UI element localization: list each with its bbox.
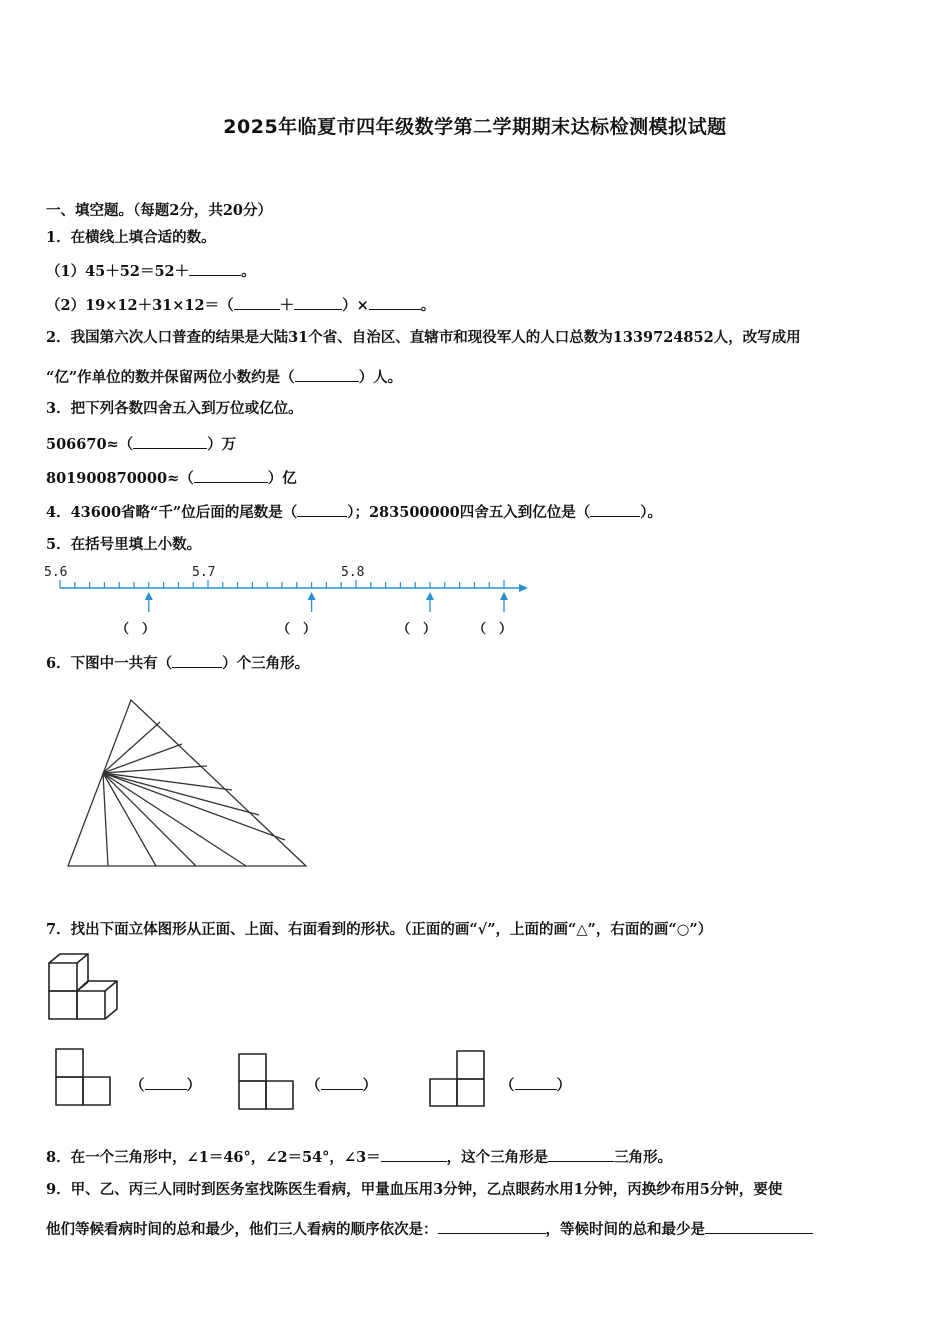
answer-blank[interactable] — [705, 1218, 813, 1234]
paren-close: ） — [556, 1077, 571, 1094]
answer-blank[interactable] — [548, 1146, 614, 1162]
answer-paren[interactable]: （ ） — [277, 622, 317, 637]
paren-close: ） — [186, 1077, 201, 1094]
q1-p1-text: （1）45＋52＝52＋ — [46, 263, 190, 280]
q9-mid: ，等候时间的总和最少是 — [545, 1221, 705, 1238]
q8-mid: ，这个三角形是 — [446, 1149, 549, 1166]
q2-text: “亿”作单位的数并保留两位小数约是（ — [46, 369, 295, 386]
paren-close: ） — [362, 1077, 377, 1094]
q4-text: 4．43600省略“千”位后面的尾数是（ — [46, 504, 298, 521]
answer-slot-a[interactable] — [130, 1074, 201, 1096]
q8-text: 8．在一个三角形中，∠1＝46°，∠2＝54°，∠3＝ — [46, 1149, 381, 1166]
question-9-line-1: 9．甲、乙、丙三人同时到医务室找陈医生看病，甲量血压用3分钟，乙点眼药水用1分钟，丙换纱布用5分钟，要使 — [46, 1181, 783, 1198]
q8-end: 三角形。 — [614, 1149, 673, 1166]
question-3-stem: 3．把下列各数四舍五入到万位或亿位。 — [46, 400, 303, 417]
paren-open: （ — [306, 1077, 321, 1094]
answer-slot-b[interactable] — [306, 1074, 377, 1096]
page-title: 2025年临夏市四年级数学第二学期期末达标检测模拟试题 — [223, 116, 727, 138]
cube-stack — [49, 954, 117, 1019]
answer-paren[interactable]: （ ） — [397, 622, 437, 637]
answer-paren[interactable]: （ ） — [116, 622, 156, 637]
answer-blank[interactable] — [515, 1074, 557, 1090]
q1-p1-end: 。 — [241, 263, 256, 280]
question-7-stem: 7．找出下面立体图形从正面、上面、右面看到的形状。（正面的画“√”，上面的画“△”，右面的画“○”） — [46, 921, 713, 938]
view-option-c — [430, 1051, 484, 1106]
paren-open: （ — [500, 1077, 515, 1094]
q3-b-end: ）亿 — [267, 470, 297, 487]
q2-end: ）人。 — [358, 369, 403, 386]
q4-mid: ）；283500000四舍五入到亿位是（ — [347, 504, 591, 521]
view-option-a — [56, 1049, 110, 1105]
question-2-line-1: 2．我国第六次人口普查的结果是大陆31个省、自治区、直辖市和现役军人的人口总数为1339724852人，改写成用 — [46, 329, 801, 346]
number-label: 5.7 — [192, 565, 216, 580]
q3-b-text: 801900870000≈（ — [46, 470, 194, 487]
question-9-line-2 — [46, 1218, 813, 1240]
q1-p2-text: （2）19×12＋31×12＝（ — [46, 297, 234, 314]
answer-blank[interactable] — [321, 1074, 363, 1090]
answer-blank[interactable] — [438, 1218, 546, 1234]
section-heading: 一、填空题。（每题2分，共20分） — [46, 202, 273, 219]
q3-a-text: 506670≈（ — [46, 436, 134, 453]
answer-blank[interactable] — [145, 1074, 187, 1090]
answer-blank[interactable] — [381, 1146, 447, 1162]
question-1-stem: 1．在横线上填合适的数。 — [46, 229, 216, 246]
view-option-b — [239, 1054, 293, 1109]
answer-slot-c[interactable] — [500, 1074, 571, 1096]
number-label: 5.6 — [44, 565, 68, 580]
paren-open: （ — [130, 1077, 145, 1094]
q1-p2-mid: ）× — [342, 297, 369, 314]
answer-paren[interactable]: （ ） — [473, 622, 513, 637]
question-8 — [46, 1146, 672, 1168]
q3-a-end: ）万 — [207, 436, 237, 453]
q6-end: ）个三角形。 — [222, 655, 310, 672]
number-label: 5.8 — [341, 565, 365, 580]
q1-p2-plus: ＋ — [279, 297, 295, 314]
q4-end: ）。 — [640, 504, 663, 521]
q6-text: 6．下图中一共有（ — [46, 655, 173, 672]
question-5-stem: 5．在括号里填上小数。 — [46, 536, 202, 553]
q9-text: 他们等候看病时间的总和最少，他们三人看病的顺序依次是： — [46, 1221, 438, 1238]
q1-p2-end: 。 — [420, 297, 436, 314]
